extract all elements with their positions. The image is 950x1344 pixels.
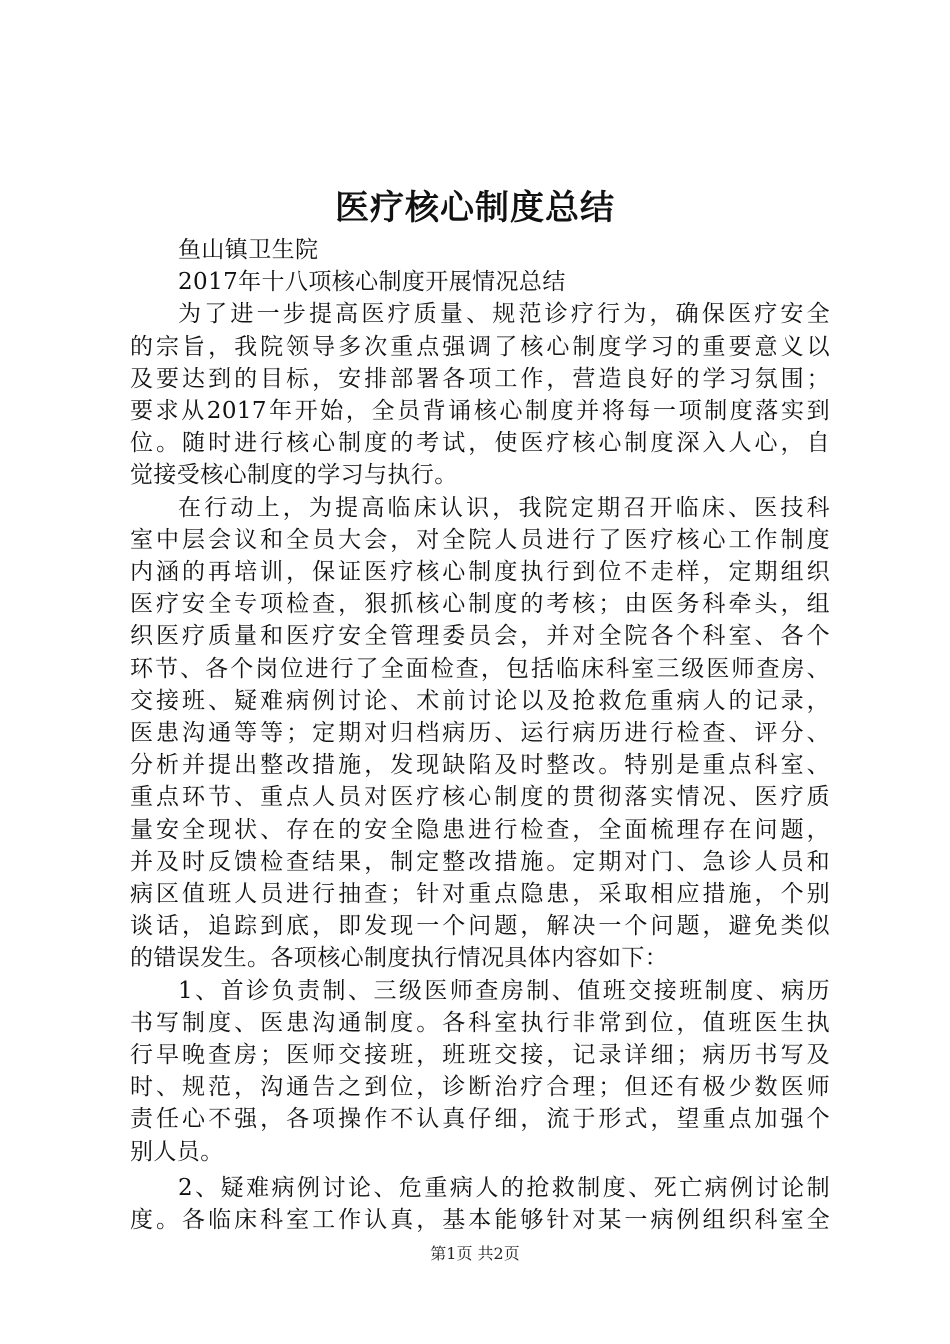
text-line: 分析并提出整改措施，发现缺陷及时整改。特别是重点科室、 [130,752,830,779]
text-line: 2017年十八项核心制度开展情况总结 [178,269,566,296]
text-line: 要求从2017年开始，全员背诵核心制度并将每一项制度落实到 [130,398,830,425]
text-line: 并及时反馈检查结果，制定整改措施。定期对门、急诊人员和 [130,848,830,875]
text-line: 病区值班人员进行抽查；针对重点隐患，采取相应措施，个别 [130,881,830,908]
page-title: 医疗核心制度总结 [335,188,615,228]
text-line: 的错误发生。各项核心制度执行情况具体内容如下： [130,945,669,972]
text-line: 1、首诊负责制、三级医师查房制、值班交接班制度、病历 [178,977,830,1004]
text-line: 为了进一步提高医疗质量、规范诊疗行为，确保医疗安全 [178,301,830,328]
text-line: 医疗安全专项检查，狠抓核心制度的考核；由医务科牵头，组 [130,591,830,618]
text-line: 书写制度、医患沟通制度。各科室执行非常到位，值班医生执 [130,1009,830,1036]
text-line: 鱼山镇卫生院 [178,237,319,263]
text-line: 的宗旨，我院领导多次重点强调了核心制度学习的重要意义以 [130,333,830,360]
text-line: 觉接受核心制度的学习与执行。 [130,462,458,489]
text-line: 量安全现状、存在的安全隐患进行检查，全面梳理存在问题， [130,816,830,843]
text-line: 室中层会议和全员大会，对全院人员进行了医疗核心工作制度 [130,526,830,553]
text-line: 交接班、疑难病例讨论、术前讨论以及抢救危重病人的记录， [130,687,830,714]
text-line: 行早晚查房；医师交接班，班班交接，记录详细；病历书写及 [130,1042,830,1069]
document-body [130,234,830,1236]
text-line: 位。随时进行核心制度的考试，使医疗核心制度深入人心，自 [130,430,830,457]
text-line: 2、疑难病例讨论、危重病人的抢救制度、死亡病例讨论制 [178,1174,830,1201]
text-line: 及要达到的目标，安排部署各项工作，营造良好的学习氛围； [130,365,830,392]
text-line: 重点环节、重点人员对医疗核心制度的贯彻落实情况、医疗质 [130,784,830,811]
text-line: 别人员。 [130,1138,224,1165]
page-footer: 第1页 共2页 [430,1244,520,1263]
text-line: 在行动上，为提高临床认识，我院定期召开临床、医技科 [178,494,830,521]
text-line: 时、规范，沟通告之到位，诊断治疗合理；但还有极少数医师 [130,1074,830,1101]
text-line: 医患沟通等等；定期对归档病历、运行病历进行检查、评分、 [130,720,830,747]
text-line: 织医疗质量和医疗安全管理委员会，并对全院各个科室、各个 [130,623,830,650]
text-line: 内涵的再培训，保证医疗核心制度执行到位不走样，定期组织 [130,559,830,586]
text-line: 责任心不强，各项操作不认真仔细，流于形式，望重点加强个 [130,1106,830,1133]
text-line: 谈话，追踪到底，即发现一个问题，解决一个问题，避免类似 [130,913,830,940]
text-line: 度。各临床科室工作认真，基本能够针对某一病例组织科室全 [130,1207,830,1234]
text-line: 环节、各个岗位进行了全面检查，包括临床科室三级医师查房、 [130,655,830,682]
